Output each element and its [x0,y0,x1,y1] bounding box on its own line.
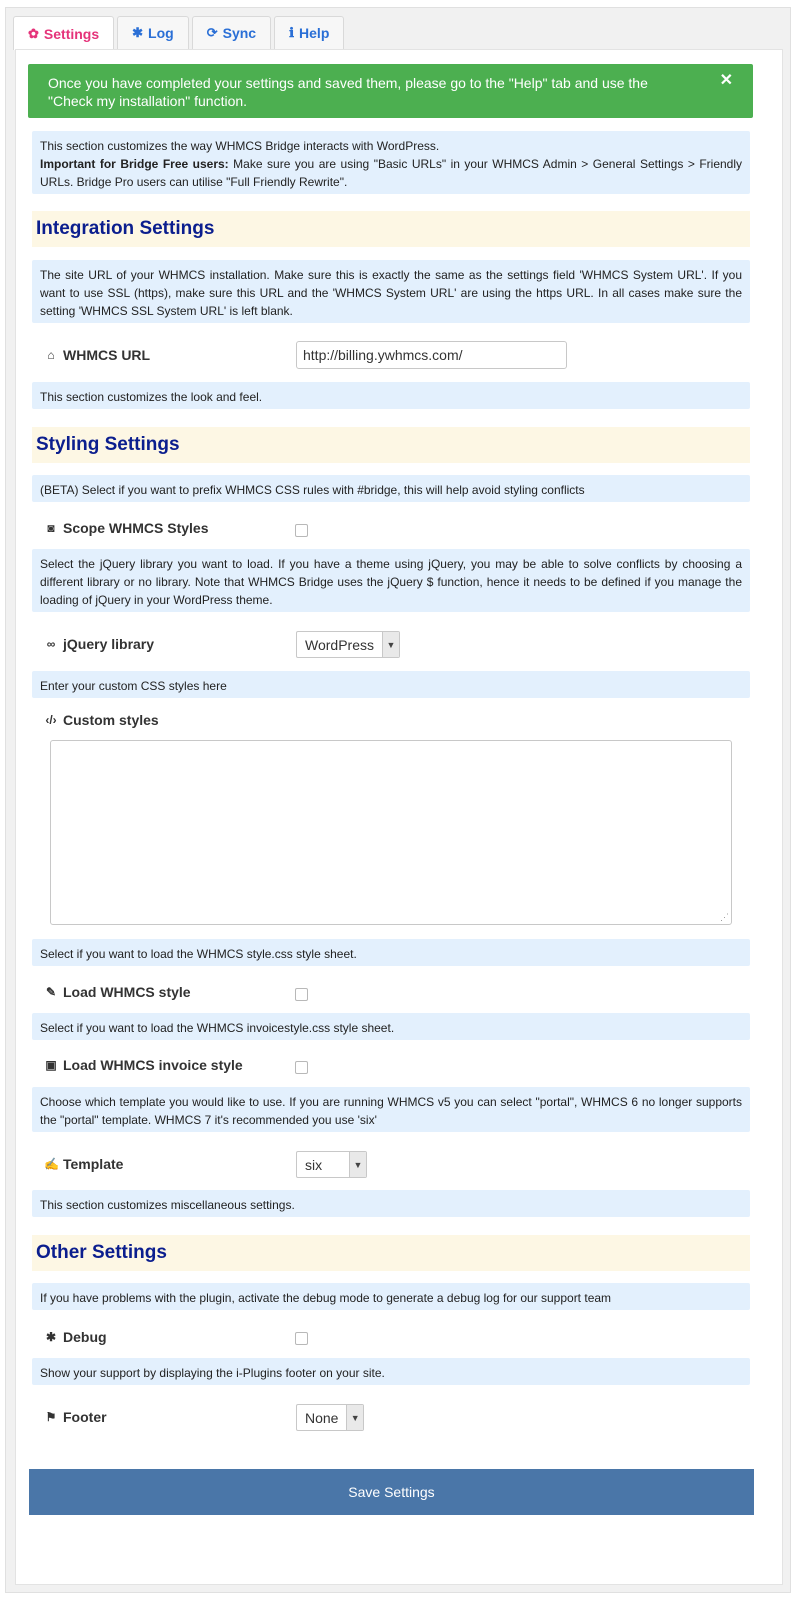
tab-settings[interactable] [13,16,114,50]
template-label: Template [63,1156,124,1172]
section-other-title [32,1235,750,1271]
jquery-label-row [44,636,154,652]
template-select-value: six [305,1156,323,1173]
intro-line1: This section customizes the way WHMCS Bridge interacts with WordPress. [40,139,440,153]
section-integration-title [32,211,750,247]
jquery-select-value: WordPress [305,636,374,653]
bug-icon: ✱ [132,25,144,40]
tab-log[interactable] [117,16,189,49]
custom-css-help: Enter your custom CSS styles here [32,671,750,698]
section-styling-title [32,427,750,463]
other-intro: This section customizes miscellaneous settings. [32,1190,750,1217]
edit-icon: ✍ [44,1157,59,1171]
debug-checkbox[interactable] [295,1332,308,1345]
camera-icon: ◙ [47,521,55,535]
scope-styles-checkbox[interactable] [295,524,308,537]
intro-bold: Important for Bridge Free users: [40,157,229,171]
chevron-down-icon: ▼ [382,632,399,657]
money-icon: ▣ [45,1058,57,1072]
load-style-label-row [44,984,191,1000]
code-icon: ‹/› [45,713,57,727]
gear-icon: ✿ [28,25,39,41]
tab-help-label: Help [299,25,330,41]
link-icon: ∞ [46,637,56,651]
load-style-help: Select if you want to load the WHMCS style.css style sheet. [32,939,750,966]
tab-help[interactable] [274,16,344,49]
intro-line2-wrap [40,155,742,191]
bug-icon: ✱ [45,1330,57,1344]
styling-intro: This section customizes the look and feel. [32,382,750,409]
template-label-row [44,1156,123,1172]
intro-info [32,131,750,194]
whmcs-url-label: WHMCS URL [63,347,151,363]
alert-text: Once you have completed your settings and saved them, please go to the "Help" tab and use the "Check my installation" function. [48,75,648,109]
close-icon[interactable]: ✕ [719,72,733,89]
load-style-checkbox[interactable] [295,988,308,1001]
tab-settings-label: Settings [43,25,100,42]
footer-label: Footer [63,1409,107,1425]
home-icon: ⌂ [47,348,55,362]
scope-styles-label: Scope WHMCS Styles [63,520,209,536]
paint-brush-icon: ✎ [45,985,57,999]
footer-label-row [44,1409,107,1425]
info-icon: ℹ [289,25,295,40]
chevron-down-icon: ▼ [349,1152,366,1177]
scope-styles-help: (BETA) Select if you want to prefix WHMCS CSS rules with #bridge, this will help avoid styling conflicts [32,475,750,502]
intro-line2: Make sure you are using "Basic URLs" in your WHMCS Admin > General Settings > Friendly URLs. Bridge Pro users can utilise "Full Friendly Rewrite". [40,157,743,189]
styling-title-text: Styling Settings [36,434,180,455]
flag-icon: ⚑ [45,1410,57,1424]
tab-bar [13,16,344,50]
invoice-style-label-row [44,1057,243,1073]
template-help: Choose which template you would like to use. If you are running WHMCS v5 you can select "portal", WHMCS 6 no longer supports the "portal" template. WHMCS 7 it's recommended you use 'six' [32,1087,750,1132]
scope-styles-label-row [44,520,208,536]
integration-title-text: Integration Settings [36,218,215,239]
tab-sync[interactable] [192,16,271,49]
debug-label-row [44,1329,107,1345]
whmcs-url-help: The site URL of your WHMCS installation. Make sure this is exactly the same as the settings field 'WHMCS System URL'. If you want to use SSL (https), make sure this URL and the 'WHMCS System URL' are using the https URL. In all cases make sure the setting 'WHMCS SSL System URL' is left blank. [32,260,750,323]
refresh-icon: ⟳ [206,25,218,40]
custom-styles-label-row [44,712,159,728]
footer-select-value: None [305,1409,339,1426]
template-select[interactable] [296,1151,367,1178]
jquery-label: jQuery library [63,636,155,652]
custom-styles-textarea[interactable] [50,740,732,925]
invoice-style-help: Select if you want to load the WHMCS invoicestyle.css style sheet. [32,1013,750,1040]
tab-log-label: Log [148,25,174,41]
resize-grip-icon[interactable]: ⋰ [720,912,729,922]
custom-styles-label: Custom styles [63,712,159,728]
debug-help: If you have problems with the plugin, activate the debug mode to generate a debug log for our support team [32,1283,750,1310]
other-title-text: Other Settings [36,1242,167,1263]
footer-select[interactable] [296,1404,364,1431]
debug-label: Debug [63,1329,107,1345]
footer-help: Show your support by displaying the i-Plugins footer on your site. [32,1358,750,1385]
load-style-label: Load WHMCS style [63,984,191,1000]
chevron-down-icon: ▼ [346,1405,363,1430]
jquery-select[interactable] [296,631,400,658]
invoice-style-label: Load WHMCS invoice style [63,1057,243,1073]
installation-alert [28,64,753,118]
jquery-help: Select the jQuery library you want to load. If you have a theme using jQuery, you may be able to solve conflicts by choosing a different library or no library. Note that WHMCS Bridge uses the jQuery $ function, hence it needs to be defined if you manage the loading of jQuery in your WordPress theme. [32,549,750,612]
whmcs-url-input[interactable] [296,341,567,369]
tab-sync-label: Sync [222,25,257,41]
save-settings-button[interactable]: Save Settings [29,1469,754,1515]
whmcs-url-label-row [44,347,150,363]
invoice-style-checkbox[interactable] [295,1061,308,1074]
